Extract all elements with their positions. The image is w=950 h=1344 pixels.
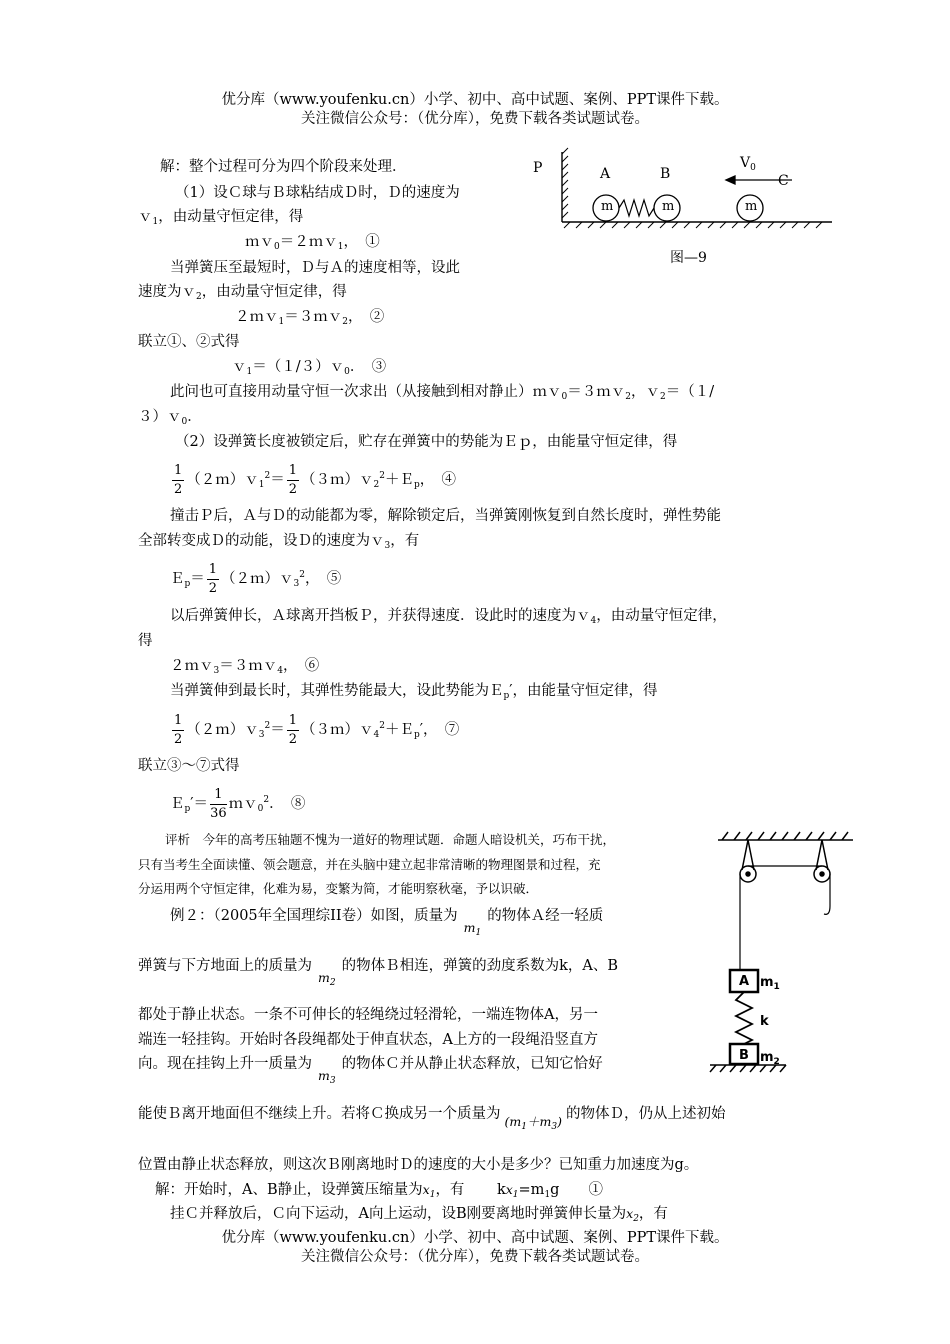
block-a-label: A	[739, 974, 750, 989]
ball-b-label: m	[662, 199, 675, 214]
sol-line-14: 撞击Ｐ后，Ａ与Ｄ的动能都为零，解除锁定后，当弹簧刚恢复到自然长度时，弹性势能	[170, 508, 721, 524]
example2-line-1: 例２：（2005年全国理综II卷）如图，质量为$m_1$的物体Ａ经一轻质	[170, 908, 604, 938]
example2-line-6: 能使Ｂ离开地面但不继续上升。若将Ｃ换成另一个质量为 $(m_1+m_3)$ 的物体Ｄ，仍从上述初始	[138, 1106, 726, 1132]
equation-6: ２ｍｖ$_3$＝３ｍｖ$_4$， ⑥	[170, 658, 320, 676]
footer-line-1: 优分库（www.youfenku.cn）小学、初中、高中试题、案例、PPT课件下载。	[221, 1230, 729, 1246]
example2-line-5: 向。现在挂钩上升一质量为$m_3$的物体Ｃ并从静止状态释放，已知它恰好	[138, 1056, 603, 1086]
example2-line-9: 挂Ｃ并释放后，Ｃ向下运动，A向上运动，设B刚要离地时弹簧伸长量为$x_2$，有	[170, 1206, 668, 1224]
sol-line-20: 当弹簧伸到最长时，其弹性势能最大，设此势能为Ｅ$_p$′，由能量守恒定律，得	[170, 683, 658, 701]
example2-line-2: 弹簧与下方地面上的质量为$m_2$的物体Ｂ相连，弹簧的劲度系数为k，A、B	[138, 958, 619, 988]
figure-9-caption: 图—9	[670, 250, 707, 266]
ground-hatch	[564, 222, 822, 228]
rope	[740, 866, 830, 976]
sol-line-17: 以后弹簧伸长，Ａ球离开挡板Ｐ，并获得速度．设此时的速度为ｖ$_4$，由动量守恒定律，	[170, 608, 727, 626]
example2-line-4: 端连一轻挂钩。开始时各段绳都处于伸直状态，A上方的一段绳沿竖直方	[138, 1032, 598, 1048]
sol-line-11: ３）ｖ$_0$．	[138, 409, 202, 427]
example2-line-8: 解：开始时，A、B静止，设弹簧压缩量为$x_1$，有 $kx_1=m_1g$ ①	[155, 1182, 603, 1200]
spring-k	[736, 992, 752, 1044]
sol-line-5: 当弹簧压至最短时，Ｄ与Ａ的速度相等，设此	[170, 260, 460, 276]
ceiling	[718, 832, 853, 840]
pulley-left	[740, 840, 756, 882]
sol-line-3: ｖ$_1$，由动量守恒定律，得	[138, 209, 304, 227]
sol-line-6: 速度为ｖ$_2$，由动量守恒定律，得	[138, 284, 347, 302]
example2-line-3: 都处于静止状态。一条不可伸长的轻绳绕过轻滑轮，一端连物体A，另一	[138, 1007, 598, 1023]
spring	[619, 200, 654, 216]
comment-line-2: 只有当考生全面读懂、领会题意，并在头脑中建立起非常清晰的物理图景和过程，充	[138, 857, 601, 872]
equation-8: Ｅ$_p$′＝ $\frac{1}{36}$ ｍｖ$_0^2$． ⑧	[170, 786, 306, 821]
equation-2: ２ｍｖ$_1$＝３ｍｖ$_2$， ②	[235, 309, 385, 327]
equation-1: ｍｖ$_0$＝２ｍｖ$_1$， ①	[245, 234, 380, 252]
ball-a-label: m	[601, 199, 614, 214]
k-label: k	[760, 1014, 769, 1029]
label-p: P	[533, 160, 543, 176]
ball-c-label: m	[745, 199, 758, 214]
equation-5: Ｅ$_p$＝ $\frac{1}{2}$ （２ｍ）ｖ$_3^2$， ⑤	[170, 561, 342, 596]
label-a: A	[600, 166, 611, 182]
wall-hatch	[562, 148, 568, 218]
sol-line-12: （2）设弹簧长度被锁定后，贮存在弹簧中的势能为Ｅｐ，由能量守恒定律，得	[175, 434, 678, 450]
label-c: C	[778, 173, 789, 189]
header-line-2: 关注微信公众号：（优分库），免费下载各类试题试卷。	[301, 111, 649, 127]
sol-line-22: 联立③～⑦式得	[138, 758, 240, 774]
m2-label: $m_2$	[760, 1050, 780, 1067]
sol-line-18: 得	[138, 633, 153, 649]
footer-line-2: 关注微信公众号：（优分库），免费下载各类试题试卷。	[301, 1249, 649, 1265]
block-b-label: B	[739, 1048, 749, 1063]
sol-line-8: 联立①、②式得	[138, 334, 240, 350]
sol-line-1: 解：整个过程可分为四个阶段来处理．	[160, 159, 407, 175]
m1-label: $m_1$	[760, 975, 780, 992]
label-v0: $V_0$	[740, 155, 756, 173]
comment-line-3: 分运用两个守恒定律，化难为易，变繁为简，才能明察秋毫，予以识破．	[138, 881, 539, 896]
comment-line-1: 评析 今年的高考压轴题不愧为一道好的物理试题．命题人暗设机关，巧布干扰，	[165, 832, 616, 847]
equation-7: $\frac{1}{2}$ （２ｍ）ｖ$_3^2$＝ $\frac{1}{2}$ （３ｍ）ｖ$_4^2$＋Ｅ$_p$′， ⑦	[174, 712, 460, 747]
equation-4: $\frac{1}{2}$ （２ｍ）ｖ$_1^2$＝ $\frac{1}{2}$ （３ｍ）ｖ$_2^2$＋Ｅ$_p$， ④	[174, 462, 457, 497]
pulley-spring-diagram	[708, 828, 858, 1083]
label-b: B	[660, 166, 671, 182]
sol-line-10: 此问也可直接用动量守恒一次求出（从接触到相对静止）ｍｖ$_0$＝３ｍｖ$_2$，ｖ$_2$＝（１/	[170, 384, 715, 402]
sol-line-2: （1）设Ｃ球与Ｂ球粘结成Ｄ时，Ｄ的速度为	[175, 185, 460, 201]
pulley-right	[814, 840, 830, 882]
example2-line-7: 位置由静止状态释放，则这次Ｂ刚离地时Ｄ的速度的大小是多少？已知重力加速度为g。	[138, 1157, 699, 1173]
sol-line-15: 全部转变成Ｄ的动能，设Ｄ的速度为ｖ$_3$，有	[138, 533, 420, 551]
header-line-1: 优分库（www.youfenku.cn）小学、初中、高中试题、案例、PPT课件下载。	[221, 92, 729, 108]
equation-3: ｖ$_1$＝（１/３）ｖ$_0$． ③	[232, 359, 387, 377]
